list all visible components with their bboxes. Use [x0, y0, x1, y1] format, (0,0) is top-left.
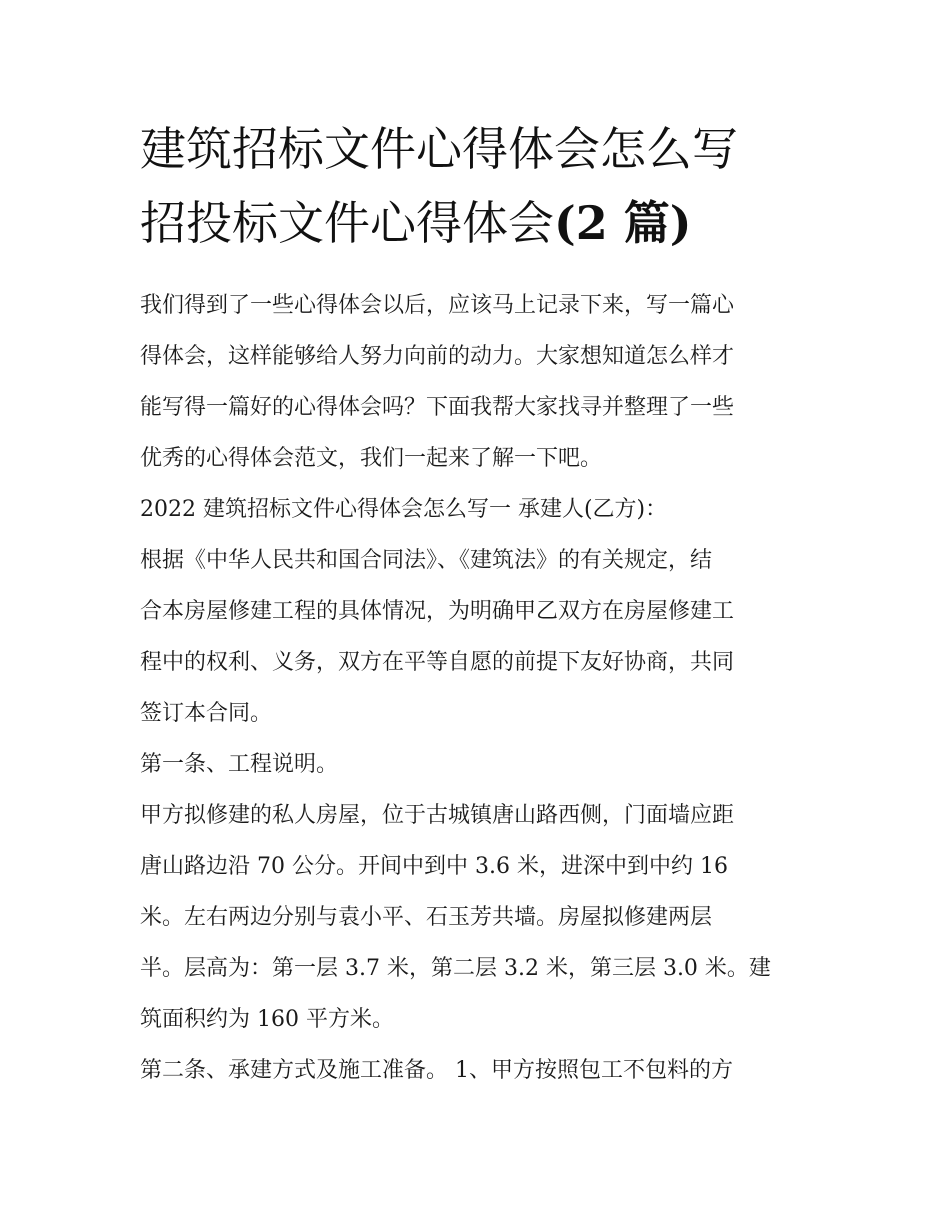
body-line: 2022 建筑招标文件心得体会怎么写一 承建人(乙方)：: [140, 497, 668, 522]
title-line-2-text: 招投标文件心得体会: [140, 196, 554, 250]
document-title: [140, 112, 820, 260]
document-body: [140, 280, 820, 1101]
body-line: 得体会，这样能够给人努力向前的动力。大家想知道怎么样才: [140, 344, 735, 369]
body-line: 能写得一篇好的心得体会吗？下面我帮大家找寻并整理了一些: [140, 395, 735, 420]
title-line-2-count: (2 篇): [554, 196, 692, 250]
body-line: 优秀的心得体会范文，我们一起来了解一下吧。: [140, 446, 603, 471]
body-line: 甲方拟修建的私人房屋，位于古城镇唐山路西侧，门面墙应距: [140, 803, 735, 828]
body-line: 唐山路边沿 70 公分。开间中到中 3.6 米，进深中到中约 16: [140, 854, 728, 879]
body-line: 第二条、承建方式及施工准备。 1、甲方按照包工不包料的方: [140, 1058, 733, 1083]
body-line: 第一条、工程说明。: [140, 752, 339, 777]
body-line: 米。左右两边分别与袁小平、石玉芳共墙。房屋拟修建两层: [140, 905, 713, 930]
body-line: 签订本合同。: [140, 701, 273, 726]
body-line: 合本房屋修建工程的具体情况，为明确甲乙双方在房屋修建工: [140, 599, 735, 624]
title-line-2: [140, 186, 820, 260]
title-line-1: 建筑招标文件心得体会怎么写: [140, 122, 738, 176]
body-line: 我们得到了一些心得体会以后，应该马上记录下来，写一篇心: [140, 293, 735, 318]
body-line: 半。层高为：第一层 3.7 米，第二层 3.2 米，第三层 3.0 米。建: [140, 956, 771, 981]
body-line: 程中的权利、义务，双方在平等自愿的前提下友好协商，共同: [140, 650, 735, 675]
body-line: 根据《中华人民共和国合同法》、《建筑法》的有关规定，结: [140, 548, 713, 573]
body-line: 筑面积约为 160 平方米。: [140, 1007, 394, 1032]
